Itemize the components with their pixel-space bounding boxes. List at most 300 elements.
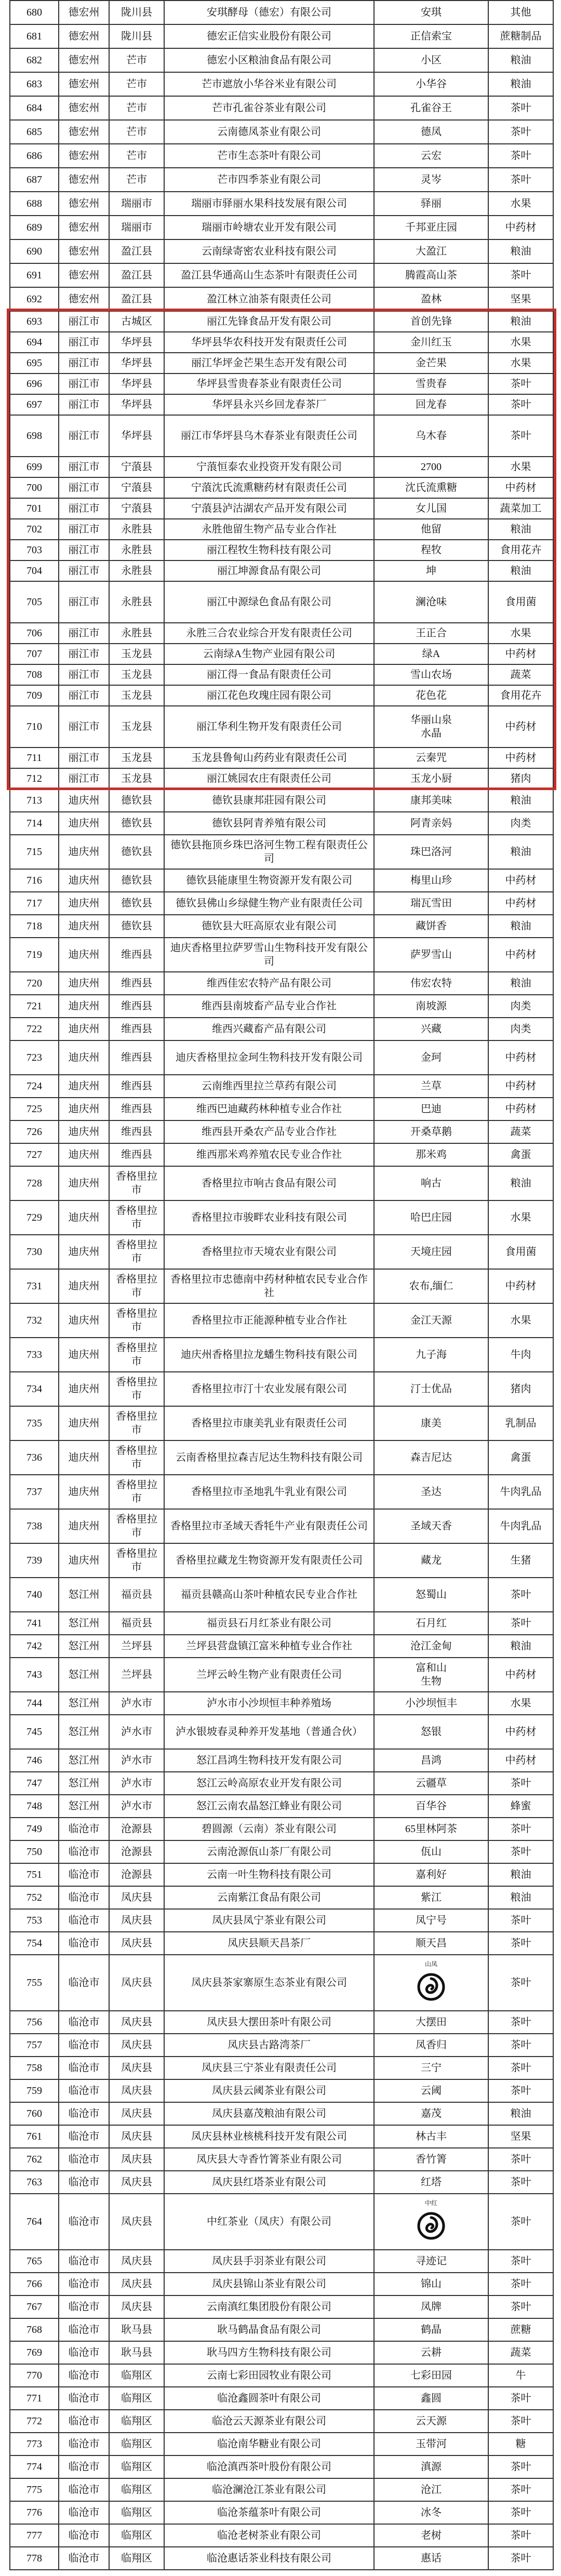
cell-prefecture: 迪庆州 [59, 1041, 110, 1074]
cell-prefecture: 丽江市 [59, 519, 110, 539]
cell-company: 香格里拉市圣域天香牦牛产业有限责任公司 [165, 1510, 375, 1543]
cell-county: 临翔区 [110, 2365, 165, 2386]
cell-prefecture: 迪庆州 [59, 870, 110, 891]
cell-company: 维西兴藏畜产品有限公司 [165, 1018, 375, 1040]
cell-prefecture: 临沧市 [59, 2011, 110, 2033]
cell-company: 丽江中源绿色食品有限公司 [165, 582, 375, 622]
cell-prefecture: 德宏州 [59, 121, 110, 143]
cell-company: 凤庆县大寺香竹箐茶业有限公司 [165, 2148, 375, 2170]
cell-county: 凤庆县 [110, 1955, 165, 2010]
cell-number: 695 [10, 353, 59, 373]
cell-prefecture: 临沧市 [59, 2433, 110, 2455]
cell-number: 740 [10, 1578, 59, 1611]
table-row [10, 1772, 554, 1795]
cell-category: 中药材 [489, 1750, 554, 1771]
cell-category: 粮油 [489, 1887, 554, 1908]
cell-county: 德钦县 [110, 892, 165, 914]
table-row [10, 2525, 554, 2547]
cell-category: 中药材 [489, 644, 554, 664]
cell-company: 中红茶业（凤庆）有限公司 [165, 2194, 375, 2249]
cell-brand: 嘉利好 [375, 1864, 489, 1886]
cell-category: 中药材 [489, 1041, 554, 1074]
cell-number: 738 [10, 1510, 59, 1543]
data-table [9, 0, 554, 2570]
cell-county: 香格里拉市 [110, 1167, 165, 1200]
cell-county: 盈江县 [110, 240, 165, 263]
cell-company: 凤庆县茶家寨原生态茶业有限公司 [165, 1955, 375, 2010]
cell-category: 中药材 [489, 1270, 554, 1303]
cell-prefecture: 丽江市 [59, 561, 110, 581]
cell-company: 云南紫江食品有限公司 [165, 1887, 375, 1908]
table-row [10, 2034, 554, 2057]
cell-brand: 65里林阿茶 [375, 1818, 489, 1840]
cell-company: 维西县南坡畜产品专业合作社 [165, 995, 375, 1017]
cell-company: 福贡县赣高山茶叶种植农民专业合作社 [165, 1578, 375, 1611]
cell-number: 765 [10, 2250, 59, 2272]
cell-brand: 沧江 [375, 2479, 489, 2501]
cell-county: 盈江县 [110, 288, 165, 311]
cell-category: 茶叶 [489, 2034, 554, 2056]
cell-company: 宁蒗沈氏流熏糖药材有限责任公司 [165, 478, 375, 498]
table-row [10, 73, 554, 97]
cell-brand: 寻迹记 [375, 2250, 489, 2272]
cell-prefecture: 迪庆州 [59, 1304, 110, 1337]
table-row [10, 2365, 554, 2387]
table-row [10, 2479, 554, 2502]
cell-prefecture: 丽江市 [59, 395, 110, 415]
cell-category: 粮油 [489, 1167, 554, 1200]
cell-prefecture: 丽江市 [59, 769, 110, 789]
cell-prefecture: 临沧市 [59, 1864, 110, 1886]
cell-number: 760 [10, 2103, 59, 2125]
cell-prefecture: 丽江市 [59, 312, 110, 331]
cell-number: 752 [10, 1887, 59, 1908]
cell-category: 中药材 [489, 478, 554, 498]
cell-category: 牛 [489, 2365, 554, 2386]
cell-county: 维西县 [110, 972, 165, 994]
table-row [10, 499, 554, 519]
cell-county: 玉龙县 [110, 686, 165, 705]
cell-prefecture: 丽江市 [59, 644, 110, 664]
cell-number: 732 [10, 1304, 59, 1337]
cell-prefecture: 临沧市 [59, 2034, 110, 2056]
cell-prefecture: 德宏州 [59, 192, 110, 215]
cell-county: 陇川县 [110, 25, 165, 48]
cell-prefecture: 临沧市 [59, 2250, 110, 2272]
cell-number: 719 [10, 938, 59, 971]
cell-company: 香格里拉市骏畔农业科技有限公司 [165, 1201, 375, 1234]
cell-company: 维西那米鸡养殖农民专业合作社 [165, 1144, 375, 1166]
cell-number: 746 [10, 1750, 59, 1771]
cell-county: 玉龙县 [110, 706, 165, 747]
table-row [10, 1692, 554, 1715]
table-row [10, 144, 554, 168]
cell-company: 维西县开桑农产品专业合作社 [165, 1121, 375, 1143]
brand-logo-swirl [426, 2218, 437, 2232]
cell-brand: 腾霞高山茶 [375, 264, 489, 287]
cell-number: 715 [10, 835, 59, 869]
cell-number: 745 [10, 1715, 59, 1749]
cell-company: 丽江程牧生物科技有限公司 [165, 540, 375, 560]
cell-category: 中药材 [489, 870, 554, 891]
cell-brand: 九子海 [375, 1338, 489, 1371]
cell-category: 中药材 [489, 938, 554, 971]
cell-company: 丽江华利生物开发有限责任公司 [165, 706, 375, 747]
cell-brand: 程牧 [375, 540, 489, 560]
cell-category: 茶叶 [489, 1910, 554, 1931]
cell-company: 凤庆县嘉茂粮油有限公司 [165, 2103, 375, 2125]
table-row [10, 1098, 554, 1121]
table-row [10, 121, 554, 144]
table-row [10, 1304, 554, 1338]
cell-prefecture: 临沧市 [59, 2171, 110, 2193]
cell-brand: 老树 [375, 2525, 489, 2546]
cell-prefecture: 迪庆州 [59, 972, 110, 994]
cell-brand: 孔雀谷王 [375, 97, 489, 119]
cell-category: 水果 [489, 353, 554, 373]
cell-prefecture: 迪庆州 [59, 1338, 110, 1371]
cell-category: 乳制品 [489, 1407, 554, 1440]
cell-company: 华坪县雪贵春茶业有限责任公司 [165, 374, 375, 394]
cell-number: 758 [10, 2057, 59, 2079]
cell-county: 华坪县 [110, 374, 165, 394]
cell-prefecture: 临沧市 [59, 2319, 110, 2341]
cell-category: 粮油 [489, 73, 554, 96]
cell-category: 粮油 [489, 2103, 554, 2125]
table-row [10, 665, 554, 686]
cell-brand: 小沙坝恒丰 [375, 1692, 489, 1714]
cell-company: 凤庆县顺天昌茶厂 [165, 1932, 375, 1954]
cell-prefecture: 迪庆州 [59, 892, 110, 914]
cell-prefecture: 德宏州 [59, 73, 110, 96]
table-row [10, 1, 554, 25]
cell-brand: 惠话 [375, 2547, 489, 2569]
cell-category: 茶叶 [489, 2296, 554, 2318]
table-row [10, 2502, 554, 2525]
cell-brand: 驿丽 [375, 192, 489, 215]
table-row [10, 1955, 554, 2011]
cell-category: 食用菌 [489, 1235, 554, 1269]
cell-brand: 开桑草鹅 [375, 1121, 489, 1143]
cell-brand: 锦山 [375, 2273, 489, 2295]
cell-number: 731 [10, 1270, 59, 1303]
cell-brand: 云阈 [375, 2080, 489, 2102]
cell-prefecture: 迪庆州 [59, 1441, 110, 1474]
cell-prefecture: 德宏州 [59, 97, 110, 119]
cell-number: 723 [10, 1041, 59, 1074]
cell-county: 维西县 [110, 938, 165, 971]
cell-county: 维西县 [110, 1121, 165, 1143]
table-row [10, 2387, 554, 2410]
table-row [10, 706, 554, 748]
cell-county: 凤庆县 [110, 2103, 165, 2125]
table-row [10, 2547, 554, 2570]
cell-category: 茶叶 [489, 374, 554, 394]
cell-company: 云南德凤茶业有限公司 [165, 121, 375, 143]
cell-category: 水果 [489, 457, 554, 477]
cell-brand: 南坡源 [375, 995, 489, 1017]
cell-county: 沧源县 [110, 1818, 165, 1840]
cell-category: 食用花卉 [489, 686, 554, 705]
cell-prefecture: 临沧市 [59, 2148, 110, 2170]
cell-number: 702 [10, 519, 59, 539]
cell-category: 水果 [489, 192, 554, 215]
cell-company: 丽江坤源食品有限公司 [165, 561, 375, 581]
cell-company: 芒市四季茶业有限公司 [165, 168, 375, 191]
cell-prefecture: 怒江州 [59, 1635, 110, 1657]
cell-county: 泸水市 [110, 1772, 165, 1794]
cell-number: 691 [10, 264, 59, 287]
cell-brand: 云天源 [375, 2410, 489, 2432]
cell-county: 沧源县 [110, 1864, 165, 1886]
table-row [10, 1407, 554, 1441]
cell-number: 775 [10, 2479, 59, 2501]
cell-category: 蔬菜 [489, 665, 554, 685]
cell-prefecture: 迪庆州 [59, 995, 110, 1017]
cell-county: 玉龙县 [110, 748, 165, 768]
cell-county: 凤庆县 [110, 2194, 165, 2249]
cell-number: 705 [10, 582, 59, 622]
table-row [10, 25, 554, 49]
cell-number: 768 [10, 2319, 59, 2341]
cell-brand: 藏龙 [375, 1544, 489, 1577]
cell-county: 临翔区 [110, 2479, 165, 2501]
cell-brand: 红塔 [375, 2171, 489, 2193]
cell-county: 凤庆县 [110, 2057, 165, 2079]
cell-prefecture: 临沧市 [59, 2525, 110, 2546]
brand-logo [413, 1958, 449, 2008]
cell-company: 芒市遮放小华谷米业有限公司 [165, 73, 375, 96]
cell-prefecture: 迪庆州 [59, 1201, 110, 1234]
cell-prefecture: 丽江市 [59, 665, 110, 685]
table-row [10, 870, 554, 892]
cell-category: 茶叶 [489, 395, 554, 415]
cell-county: 永胜县 [110, 540, 165, 560]
cell-category: 牛肉乳品 [489, 1510, 554, 1543]
cell-county: 维西县 [110, 995, 165, 1017]
cell-company: 芒市生态茶叶有限公司 [165, 144, 375, 167]
cell-category: 生猪 [489, 1544, 554, 1577]
cell-brand: 德凤 [375, 121, 489, 143]
cell-county: 芒市 [110, 144, 165, 167]
cell-number: 741 [10, 1612, 59, 1634]
cell-prefecture: 迪庆州 [59, 790, 110, 811]
cell-number: 718 [10, 915, 59, 937]
cell-brand: 瑞瓦雪田 [375, 892, 489, 914]
cell-number: 772 [10, 2410, 59, 2432]
cell-number: 739 [10, 1544, 59, 1577]
cell-number: 773 [10, 2433, 59, 2455]
cell-category: 中药材 [489, 1075, 554, 1097]
cell-prefecture: 临沧市 [59, 2547, 110, 2569]
table-row [10, 192, 554, 216]
cell-number: 774 [10, 2456, 59, 2478]
cell-company: 临沧茶蕴茶叶有限公司 [165, 2502, 375, 2524]
cell-brand: 昌鸿 [375, 1750, 489, 1771]
cell-brand: 玉带河 [375, 2433, 489, 2455]
cell-prefecture: 临沧市 [59, 2342, 110, 2364]
cell-brand: 藏饼香 [375, 915, 489, 937]
table-row [10, 374, 554, 395]
table-row [10, 416, 554, 457]
cell-brand: 伟宏农特 [375, 972, 489, 994]
table-row [10, 519, 554, 540]
cell-prefecture: 德宏州 [59, 144, 110, 167]
cell-county: 临翔区 [110, 2547, 165, 2569]
cell-category: 茶叶 [489, 2171, 554, 2193]
cell-category: 蔬菜 [489, 1121, 554, 1143]
cell-prefecture: 迪庆州 [59, 1372, 110, 1406]
table-row [10, 1932, 554, 1955]
table-row [10, 1167, 554, 1201]
cell-number: 690 [10, 240, 59, 263]
cell-county: 华坪县 [110, 353, 165, 373]
cell-company: 盈江林立油茶有限责任公司 [165, 288, 375, 311]
table-row [10, 2250, 554, 2273]
cell-company: 瑞丽市岭塘农业开发有限公司 [165, 216, 375, 239]
cell-county: 芒市 [110, 97, 165, 119]
cell-brand: 正信索宝 [375, 25, 489, 48]
cell-number: 759 [10, 2080, 59, 2102]
cell-category: 禽蛋 [489, 1441, 554, 1474]
cell-county: 德钦县 [110, 812, 165, 834]
cell-prefecture: 临沧市 [59, 2502, 110, 2524]
cell-number: 734 [10, 1372, 59, 1406]
cell-prefecture: 德宏州 [59, 25, 110, 48]
cell-county: 维西县 [110, 1098, 165, 1120]
cell-company: 临沧云天源茶业有限公司 [165, 2410, 375, 2432]
cell-county: 凤庆县 [110, 2034, 165, 2056]
table-row [10, 240, 554, 264]
cell-county: 耿马县 [110, 2342, 165, 2364]
cell-county: 香格里拉市 [110, 1544, 165, 1577]
table-row [10, 264, 554, 288]
cell-prefecture: 临沧市 [59, 2387, 110, 2409]
table-row [10, 1818, 554, 1841]
cell-county: 凤庆县 [110, 2250, 165, 2272]
cell-category: 水果 [489, 332, 554, 352]
cell-company: 碧圆源（云南）茶业有限公司 [165, 1818, 375, 1840]
cell-category: 牛肉 [489, 1338, 554, 1371]
table-row [10, 49, 554, 73]
cell-county: 永胜县 [110, 561, 165, 581]
cell-prefecture: 丽江市 [59, 416, 110, 456]
cell-number: 697 [10, 395, 59, 415]
cell-county: 凤庆县 [110, 1910, 165, 1931]
cell-company: 临沧老树茶业有限公司 [165, 2525, 375, 2546]
cell-company: 云南绿A生物产业园有限公司 [165, 644, 375, 664]
table-row [10, 1612, 554, 1635]
cell-category: 茶叶 [489, 144, 554, 167]
cell-company: 兰坪县营盘镇江富米种植专业合作社 [165, 1635, 375, 1657]
cell-number: 764 [10, 2194, 59, 2249]
cell-brand: 天境庄园 [375, 1235, 489, 1269]
cell-company: 临沧澜沧江茶业有限公司 [165, 2479, 375, 2501]
cell-number: 753 [10, 1910, 59, 1931]
cell-company: 临沧惠话茶业科技有限公司 [165, 2547, 375, 2569]
cell-category: 中药材 [489, 706, 554, 747]
cell-number: 687 [10, 168, 59, 191]
cell-brand: 云宏 [375, 144, 489, 167]
cell-number: 685 [10, 121, 59, 143]
cell-prefecture: 丽江市 [59, 706, 110, 747]
cell-company: 维西佳宏农特产品有限公司 [165, 972, 375, 994]
cell-company: 云南维西里拉兰草药有限公司 [165, 1075, 375, 1097]
cell-prefecture: 迪庆州 [59, 1144, 110, 1166]
cell-category: 茶叶 [489, 1841, 554, 1863]
cell-number: 706 [10, 623, 59, 643]
cell-prefecture: 怒江州 [59, 1750, 110, 1771]
table-row [10, 1841, 554, 1864]
brand-logo-text: 中红 [424, 2199, 438, 2207]
cell-brand: 灵岑 [375, 168, 489, 191]
cell-prefecture: 迪庆州 [59, 835, 110, 869]
cell-number: 699 [10, 457, 59, 477]
cell-county: 临翔区 [110, 2387, 165, 2409]
cell-company: 香格里拉市圣地乳牛乳业有限公司 [165, 1475, 375, 1509]
cell-county: 香格里拉市 [110, 1235, 165, 1269]
cell-brand: 安琪 [375, 1, 489, 24]
cell-prefecture: 怒江州 [59, 1658, 110, 1691]
cell-company: 云南沧源佤山茶厂有限公司 [165, 1841, 375, 1863]
cell-county: 瑞丽市 [110, 192, 165, 215]
cell-company: 丽江市华坪县乌木春茶业有限责任公司 [165, 416, 375, 456]
cell-county: 凤庆县 [110, 2080, 165, 2102]
cell-company: 丽江先锋食品开发有限公司 [165, 312, 375, 331]
cell-prefecture: 临沧市 [59, 2479, 110, 2501]
cell-brand: 珠巴洛河 [375, 835, 489, 869]
cell-category: 粮油 [489, 519, 554, 539]
cell-brand: 金珂 [375, 1041, 489, 1074]
table-row [10, 812, 554, 835]
cell-number: 725 [10, 1098, 59, 1120]
cell-brand: 巴迪 [375, 1098, 489, 1120]
cell-company: 香格里拉市忠德南中药材种植农民专业合作社 [165, 1270, 375, 1303]
cell-category: 茶叶 [489, 2479, 554, 2501]
cell-category: 禽蛋 [489, 1144, 554, 1166]
table-row [10, 1750, 554, 1772]
table-row [10, 2148, 554, 2171]
cell-category: 中药材 [489, 1098, 554, 1120]
table-row [10, 1544, 554, 1578]
table-row [10, 353, 554, 374]
cell-brand: 康美 [375, 1407, 489, 1440]
cell-category: 粮油 [489, 1635, 554, 1657]
cell-number: 680 [10, 1, 59, 24]
cell-brand [375, 1955, 489, 2010]
cell-county: 芒市 [110, 73, 165, 96]
cell-brand: 金江天源 [375, 1304, 489, 1337]
cell-prefecture: 迪庆州 [59, 1475, 110, 1509]
cell-number: 762 [10, 2148, 59, 2170]
cell-brand: 农布,缅仁 [375, 1270, 489, 1303]
cell-county: 玉龙县 [110, 644, 165, 664]
table-row [10, 540, 554, 561]
table-row [10, 1041, 554, 1075]
cell-county: 香格里拉市 [110, 1304, 165, 1337]
cell-prefecture: 丽江市 [59, 540, 110, 560]
table-row [10, 1795, 554, 1818]
cell-company: 永胜他留生物产品专业合作社 [165, 519, 375, 539]
cell-company: 怒江云南农晶怒江蜂业有限公司 [165, 1795, 375, 1817]
cell-number: 751 [10, 1864, 59, 1886]
cell-brand: 紫江 [375, 1887, 489, 1908]
cell-number: 683 [10, 73, 59, 96]
cell-prefecture: 迪庆州 [59, 1235, 110, 1269]
cell-number: 701 [10, 499, 59, 518]
cell-prefecture: 迪庆州 [59, 1098, 110, 1120]
cell-company: 迪庆州香格里拉龙蟠生物科技有限公司 [165, 1338, 375, 1371]
